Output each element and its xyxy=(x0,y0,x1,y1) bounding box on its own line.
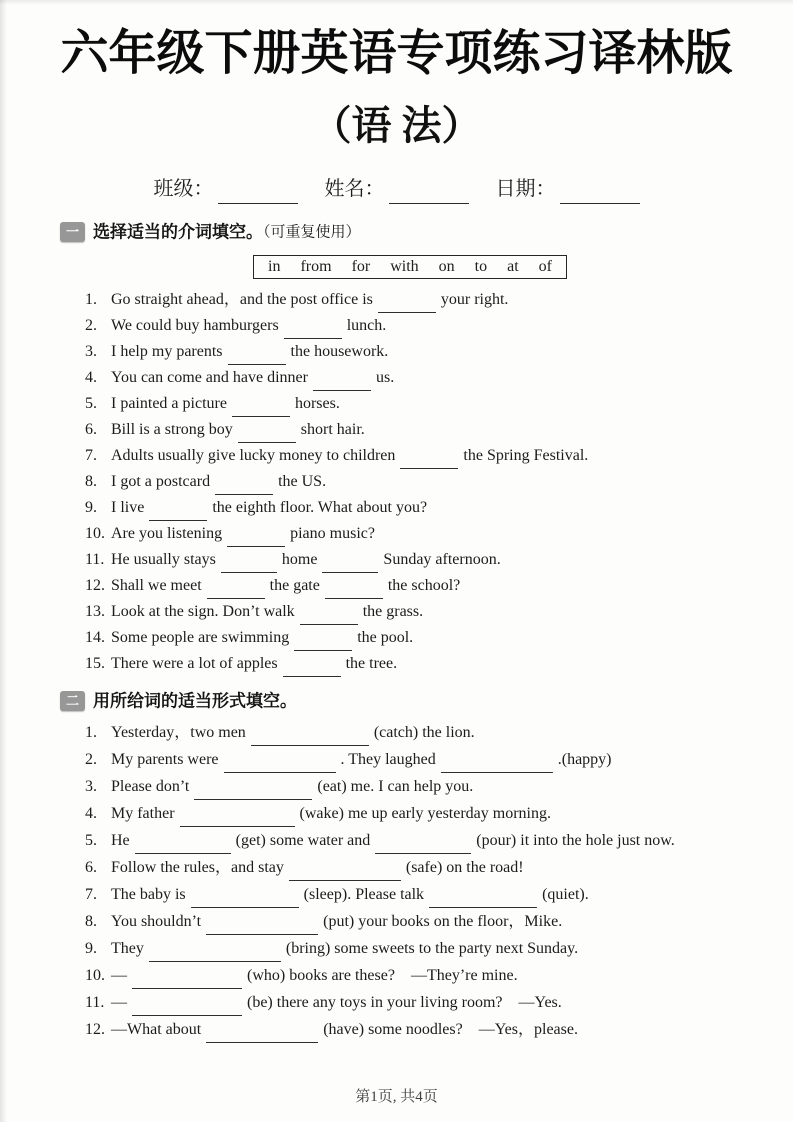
word-bank-box xyxy=(253,255,567,279)
answer-blank xyxy=(378,295,436,313)
question-text: You shouldn’t xyxy=(111,913,202,930)
question-row xyxy=(85,469,793,495)
question-row xyxy=(85,417,793,443)
question-row xyxy=(85,908,793,935)
question-number: 4. xyxy=(85,805,97,822)
question-text: (bring) some sweets to the party next Sunday. xyxy=(285,940,579,957)
answer-blank xyxy=(206,917,318,935)
question-number: 13. xyxy=(85,603,105,620)
question-number: 8. xyxy=(85,913,97,930)
word-bank-item: for xyxy=(351,258,371,275)
answer-blank xyxy=(429,890,537,908)
question-number: 11. xyxy=(85,551,105,568)
question-text: (wake) me up early yesterday morning. xyxy=(299,805,551,822)
question-text: Bill is a strong boy xyxy=(111,421,233,438)
answer-blank xyxy=(135,836,231,854)
question-text: (who) books are these? —They’re mine. xyxy=(247,967,518,984)
question-text: us. xyxy=(375,369,395,386)
question-row xyxy=(85,773,793,800)
question-text: (pour) it into the hole just now. xyxy=(476,832,675,849)
question-row xyxy=(85,746,793,773)
name-blank xyxy=(389,181,469,204)
question-text: (catch) the lion. xyxy=(373,724,475,741)
question-text: — xyxy=(111,994,127,1011)
question-number: 3. xyxy=(85,343,97,360)
section1-heading: 选择适当的介词填空。 xyxy=(93,222,263,242)
question-text: (eat) me. I can help you. xyxy=(317,778,474,795)
question-row xyxy=(85,495,793,521)
answer-blank xyxy=(149,503,207,521)
answer-blank xyxy=(132,971,242,989)
question-row xyxy=(85,599,793,625)
section1-header xyxy=(60,220,793,244)
page-title: 六年级下册英语专项练习译林版 xyxy=(60,27,733,80)
question-text: I help my parents xyxy=(111,343,223,360)
question-row xyxy=(85,1016,793,1043)
question-number: 8. xyxy=(85,473,97,490)
answer-blank xyxy=(375,836,471,854)
question-row xyxy=(85,547,793,573)
question-text: My father xyxy=(111,805,175,822)
class-field xyxy=(154,178,298,200)
section1-note: （可重复使用） xyxy=(263,224,361,241)
question-text: Go straight ahead，and the post office is xyxy=(111,291,373,308)
question-number: 4. xyxy=(85,369,97,386)
answer-blank xyxy=(149,944,281,962)
question-text: —What about xyxy=(111,1021,202,1038)
question-row xyxy=(85,989,793,1016)
question-text: (put) your books on the floor，Mike. xyxy=(323,913,563,930)
question-text: the housework. xyxy=(290,343,389,360)
question-text: My parents were xyxy=(111,751,219,768)
question-text: Are you listening xyxy=(111,525,223,542)
question-text: I painted a picture xyxy=(111,395,227,412)
question-text: horses. xyxy=(294,395,340,412)
answer-blank xyxy=(283,659,341,677)
question-text: We could buy hamburgers xyxy=(111,317,279,334)
question-row xyxy=(85,854,793,881)
question-text: . They laughed xyxy=(340,751,436,768)
question-text: the pool. xyxy=(357,629,414,646)
question-text: the grass. xyxy=(362,603,424,620)
question-text: Sunday afternoon. xyxy=(383,551,501,568)
class-blank xyxy=(218,181,298,204)
question-number: 15. xyxy=(85,655,105,672)
answer-blank xyxy=(325,581,383,599)
question-text: The baby is xyxy=(111,886,186,903)
question-text: Adults usually give lucky money to children xyxy=(111,447,396,464)
answer-blank xyxy=(228,347,286,365)
answer-blank xyxy=(400,451,458,469)
question-number: 14. xyxy=(85,629,105,646)
question-text: (sleep). Please talk xyxy=(303,886,425,903)
question-number: 1. xyxy=(85,724,97,741)
question-number: 7. xyxy=(85,447,97,464)
question-number: 6. xyxy=(85,859,97,876)
question-text: the gate xyxy=(269,577,320,594)
word-bank-item: in xyxy=(268,258,281,275)
question-text: Yesterday，two men xyxy=(111,724,246,741)
question-text: piano music? xyxy=(290,525,375,542)
page-number: 第1页, 共4页 xyxy=(355,1089,438,1105)
question-text: .(happy) xyxy=(557,751,612,768)
question-text: (have) some noodles? —Yes，please. xyxy=(323,1021,578,1038)
question-text: the tree. xyxy=(345,655,398,672)
question-number: 2. xyxy=(85,317,97,334)
question-text: lunch. xyxy=(346,317,387,334)
answer-blank xyxy=(238,425,296,443)
answer-blank xyxy=(221,555,277,573)
question-text: Please don’t xyxy=(111,778,190,795)
question-text: Shall we meet xyxy=(111,577,202,594)
question-text: I got a postcard xyxy=(111,473,211,490)
question-row xyxy=(85,935,793,962)
question-number: 10. xyxy=(85,525,105,542)
answer-blank xyxy=(194,782,312,800)
word-bank-item: of xyxy=(538,258,552,275)
question-text: the eighth floor. What about you? xyxy=(212,499,428,516)
question-number: 3. xyxy=(85,778,97,795)
date-label: 日期： xyxy=(495,178,556,200)
question-text: He usually stays xyxy=(111,551,216,568)
question-number: 7. xyxy=(85,886,97,903)
student-info-line xyxy=(0,174,793,204)
question-row xyxy=(85,881,793,908)
answer-blank xyxy=(215,477,273,495)
question-text: the US. xyxy=(278,473,327,490)
section2-questions xyxy=(85,719,793,1043)
answer-blank xyxy=(284,321,342,339)
name-label: 姓名： xyxy=(324,178,385,200)
answer-blank xyxy=(322,555,378,573)
page-subtitle: （语 法） xyxy=(311,103,482,148)
question-number: 12. xyxy=(85,577,105,594)
section2-header xyxy=(60,689,793,713)
question-text: Some people are swimming xyxy=(111,629,290,646)
word-bank-item: to xyxy=(474,258,488,275)
question-number: 11. xyxy=(85,994,105,1011)
question-number: 2. xyxy=(85,751,97,768)
question-text: the school? xyxy=(387,577,461,594)
answer-blank xyxy=(207,581,265,599)
question-row xyxy=(85,287,793,313)
section1-marker: 一 xyxy=(60,222,85,242)
question-row xyxy=(85,391,793,417)
answer-blank xyxy=(206,1025,318,1043)
answer-blank xyxy=(300,607,358,625)
answer-blank xyxy=(224,755,336,773)
name-field xyxy=(325,178,469,200)
question-text: Follow the rules，and stay xyxy=(111,859,284,876)
question-text: (quiet). xyxy=(542,886,589,903)
answer-blank xyxy=(251,728,369,746)
answer-blank xyxy=(227,529,285,547)
question-text: I live xyxy=(111,499,145,516)
question-row xyxy=(85,651,793,677)
question-text: home xyxy=(281,551,318,568)
question-number: 5. xyxy=(85,832,97,849)
question-row xyxy=(85,573,793,599)
question-text: (be) there any toys in your living room? —Yes. xyxy=(247,994,562,1011)
question-number: 5. xyxy=(85,395,97,412)
question-row xyxy=(85,719,793,746)
question-text: — xyxy=(111,967,127,984)
answer-blank xyxy=(289,863,401,881)
question-number: 1. xyxy=(85,291,97,308)
answer-blank xyxy=(313,373,371,391)
question-row xyxy=(85,339,793,365)
question-row xyxy=(85,313,793,339)
question-text: There were a lot of apples xyxy=(111,655,278,672)
word-bank-item: from xyxy=(300,258,332,275)
answer-blank xyxy=(294,633,352,651)
answer-blank xyxy=(232,399,290,417)
answer-blank xyxy=(191,890,299,908)
question-text: the Spring Festival. xyxy=(463,447,589,464)
question-row xyxy=(85,827,793,854)
question-row xyxy=(85,365,793,391)
answer-blank xyxy=(441,755,553,773)
question-text: short hair. xyxy=(300,421,365,438)
question-text: (get) some water and xyxy=(235,832,371,849)
word-bank-item: at xyxy=(507,258,519,275)
class-label: 班级： xyxy=(153,178,214,200)
question-number: 10. xyxy=(85,967,105,984)
question-text: your right. xyxy=(440,291,509,308)
question-text: He xyxy=(111,832,130,849)
section2-heading: 用所给词的适当形式填空。 xyxy=(93,691,297,711)
question-text: (safe) on the road! xyxy=(405,859,524,876)
question-text: Look at the sign. Don’t walk xyxy=(111,603,295,620)
date-field xyxy=(496,178,640,200)
answer-blank xyxy=(180,809,295,827)
question-number: 9. xyxy=(85,940,97,957)
question-row xyxy=(85,962,793,989)
question-number: 12. xyxy=(85,1021,105,1038)
question-row xyxy=(85,625,793,651)
question-number: 6. xyxy=(85,421,97,438)
question-text: They xyxy=(111,940,144,957)
word-bank-item: on xyxy=(438,258,455,275)
answer-blank xyxy=(132,998,242,1016)
question-row xyxy=(85,800,793,827)
date-blank xyxy=(560,181,640,204)
question-row xyxy=(85,521,793,547)
section2-marker: 二 xyxy=(60,691,85,711)
question-text: You can come and have dinner xyxy=(111,369,308,386)
question-row xyxy=(85,443,793,469)
word-bank-item: with xyxy=(390,258,419,275)
section1-questions xyxy=(85,287,793,677)
question-number: 9. xyxy=(85,499,97,516)
